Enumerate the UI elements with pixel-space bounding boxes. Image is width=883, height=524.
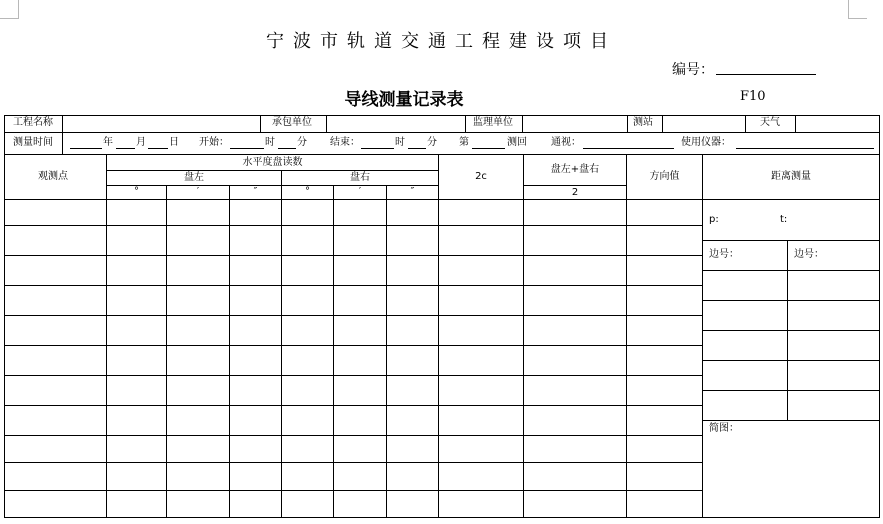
table-divider xyxy=(702,300,880,301)
observation-point-header: 观测点 xyxy=(38,171,68,182)
distance-header: 距离测量 xyxy=(771,171,811,182)
lr-sum-header: 盘左+盘右 xyxy=(550,164,600,175)
station-label: 测站 xyxy=(633,117,653,128)
table-divider xyxy=(626,154,627,518)
degree-header: ° xyxy=(305,186,310,197)
table-divider xyxy=(107,170,439,171)
table-divider xyxy=(787,240,788,420)
table-divider xyxy=(281,170,282,518)
table-divider xyxy=(702,240,880,241)
start-hour-field[interactable] xyxy=(230,148,264,149)
weather-label: 天气 xyxy=(760,117,780,128)
table-divider xyxy=(702,270,880,271)
round-suffix-label: 测回 xyxy=(507,137,527,148)
table-divider xyxy=(386,185,387,518)
measure-time-label: 测量时间 xyxy=(13,137,53,148)
table-divider xyxy=(62,115,63,155)
table-divider xyxy=(523,154,524,518)
month-label: 月 xyxy=(136,137,146,148)
round-field[interactable] xyxy=(472,148,505,149)
table-row xyxy=(4,490,703,491)
end-minute-label: 分 xyxy=(427,137,437,148)
form-title: 导线测量记录表 xyxy=(344,90,464,110)
table-divider xyxy=(166,185,167,518)
table-row xyxy=(4,255,703,256)
number-field[interactable] xyxy=(716,74,816,75)
start-hour-label: 时 xyxy=(265,137,275,148)
table-border xyxy=(4,115,880,116)
minute-header: ′ xyxy=(196,186,200,197)
contractor-label: 承包单位 xyxy=(272,117,312,128)
supervisor-label: 监理单位 xyxy=(473,117,513,128)
table-row xyxy=(4,435,703,436)
table-row xyxy=(4,315,703,316)
table-divider xyxy=(702,154,703,518)
table-border xyxy=(4,115,5,518)
month-field[interactable] xyxy=(116,148,135,149)
table-divider xyxy=(702,420,880,421)
table-divider xyxy=(106,154,107,518)
table-row xyxy=(4,375,703,376)
table-border xyxy=(4,132,880,133)
table-row xyxy=(4,462,703,463)
round-prefix-label: 第 xyxy=(459,137,469,148)
side-number-label: 边号： xyxy=(709,249,739,260)
table-divider xyxy=(702,360,880,361)
table-border xyxy=(4,154,880,155)
sketch-label: 简图： xyxy=(709,423,739,434)
day-field[interactable] xyxy=(148,148,168,149)
horizontal-reading-header: 水平度盘读数 xyxy=(242,157,303,168)
year-field[interactable] xyxy=(70,148,102,149)
project-name-label: 工程名称 xyxy=(13,117,53,128)
table-divider xyxy=(4,199,703,200)
table-divider xyxy=(702,199,880,200)
table-divider xyxy=(702,390,880,391)
page-corner-mark xyxy=(0,0,19,19)
end-hour-label: 时 xyxy=(395,137,405,148)
table-border xyxy=(879,115,880,518)
table-divider xyxy=(795,115,796,132)
table-divider xyxy=(522,115,523,132)
minute-header: ′ xyxy=(358,186,362,197)
form-code: F10 xyxy=(740,89,766,104)
table-divider xyxy=(438,154,439,518)
start-minute-field[interactable] xyxy=(278,148,296,149)
end-hour-field[interactable] xyxy=(361,148,394,149)
azimuth-header: 方向值 xyxy=(649,171,680,182)
divisor-header: 2 xyxy=(571,187,579,198)
table-divider xyxy=(662,115,663,132)
table-border xyxy=(4,517,880,518)
table-row xyxy=(4,285,703,286)
side-number-label: 边号： xyxy=(794,249,824,260)
table-divider xyxy=(326,115,327,132)
table-row xyxy=(4,345,703,346)
table-divider xyxy=(333,185,334,518)
second-header: ″ xyxy=(253,186,258,197)
sighting-field[interactable] xyxy=(583,148,674,149)
table-divider xyxy=(260,115,261,132)
page-corner-mark xyxy=(848,0,867,19)
left-face-header: 盘左 xyxy=(184,172,204,183)
start-minute-label: 分 xyxy=(297,137,307,148)
right-face-header: 盘右 xyxy=(350,172,370,183)
year-label: 年 xyxy=(103,137,113,148)
two-c-header: 2c xyxy=(475,171,487,182)
instrument-label: 使用仪器： xyxy=(681,137,731,148)
start-label: 开始： xyxy=(199,137,229,148)
table-divider xyxy=(702,330,880,331)
degree-header: ° xyxy=(134,186,139,197)
table-row xyxy=(4,405,703,406)
instrument-field[interactable] xyxy=(736,148,874,149)
p-label: p: xyxy=(709,214,719,225)
sighting-label: 通视： xyxy=(551,137,581,148)
table-divider xyxy=(745,115,746,132)
table-divider xyxy=(229,185,230,518)
end-minute-field[interactable] xyxy=(408,148,426,149)
day-label: 日 xyxy=(169,137,179,148)
t-label: t: xyxy=(780,214,788,225)
table-divider xyxy=(523,185,627,186)
table-row xyxy=(4,225,703,226)
second-header: ″ xyxy=(410,186,415,197)
end-label: 结束： xyxy=(330,137,360,148)
project-title: 宁波市轨道交通工程建设项目 xyxy=(266,31,617,52)
table-divider xyxy=(627,115,628,132)
number-label: 编号： xyxy=(672,62,714,78)
table-divider xyxy=(465,115,466,132)
